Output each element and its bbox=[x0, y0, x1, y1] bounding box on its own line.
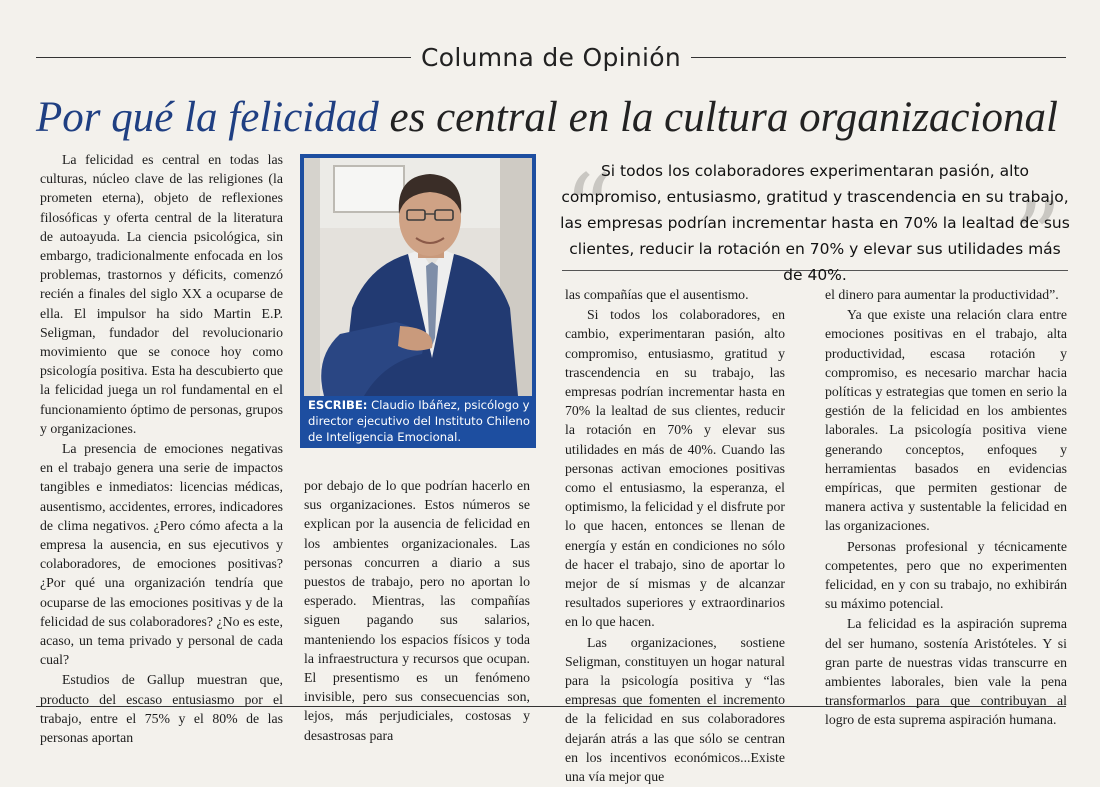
paragraph: Personas profesional y técnicamente competentes, pero que no experimenten felicidad, en y con su trabajo, no exhibirán su máximo potencial. bbox=[825, 538, 1067, 612]
section-header bbox=[36, 40, 1066, 74]
headline-rest: es central en la cultura organizacional bbox=[389, 94, 1058, 141]
paragraph: Si todos los colaboradores, en cambio, experimentaran pasión, alto compromiso, entusiasmo, gratitud y trascendencia en su trabajo, las empresas podrían incrementar hasta en 70% la lealtad de sus clientes, reducir la rotación en 70% y elevar sus utilidades en más de 40%. Cuando las personas activan emociones positivas como el entusiasmo, la esperanza, el optimismo, la felicidad y el disfrute por lo que hacen, entonces se llenan de energía y están en condiciones no sólo de hacer el trabajo, sino de aportar lo mejor de sí mismas y de alcanzar resultados superiores y extraordinarios en lo que hacen. bbox=[565, 307, 785, 630]
open-quote-icon: “ bbox=[564, 154, 614, 266]
article-headline bbox=[36, 92, 1076, 144]
author-photo-box bbox=[300, 154, 536, 448]
section-label: Columna de Opinión bbox=[420, 42, 682, 72]
paragraph: La felicidad es central en todas las culturas, núcleo clave de las religiones (la prometen eterna), objeto de reflexiones filosóficas y oferta central de la literatura de autoayuda. La ciencia psicológica, sin embargo, tradicionalmente enfocada en los problemas, trastornos y déficits, comenzó recién a finales del siglo XX a ocuparse de ella. El impulsor ha sido Martin E.P. Seligman, fundador del revolucionario movimiento que se conoce hoy como psicología positiva. Esta ha descubierto que la felicidad juega un rol fundamental en el funcionamiento óptimo de personas, grupos y organizaciones. bbox=[40, 152, 283, 436]
headline-accent: Por qué la felicidad bbox=[36, 94, 379, 141]
article-column-3 bbox=[565, 285, 785, 787]
paragraph: Las organizaciones, sostiene Seligman, constituyen un hogar natural para la psicología positiva y “las empresas que fomenten el incremento de la felicidad en sus colaboradores dejarán atrás a las que sólo se centran en los incentivos económicos...Existe una vía mejor que bbox=[565, 634, 785, 785]
bottom-rule bbox=[36, 706, 1066, 707]
paragraph: La presencia de emociones negativas en el trabajo genera una serie de impactos tangibles e inmediatos: licencias médicas, ausentismo, accidentes, errores, indicadores de clima negativos. ¿Pero cómo afecta a la empresa la ausencia, en sus ejecutivos y colaboradores, de emociones positivas? ¿Por qué una organización tendría que ocuparse de las emociones positivas y de la felicidad de sus colaboradores? ¿No es este, acaso, un tema privado y personal de cada cual? bbox=[40, 441, 283, 668]
header-rule-right bbox=[691, 57, 1066, 58]
author-photo bbox=[304, 158, 532, 396]
close-quote-icon: ” bbox=[1012, 182, 1062, 294]
pull-quote bbox=[560, 154, 1070, 294]
caption-label: ESCRIBE: bbox=[308, 398, 368, 412]
header-rule-left bbox=[36, 57, 411, 58]
paragraph: el dinero para aumentar la productividad”. bbox=[825, 287, 1059, 302]
paragraph: Estudios de Gallup muestran que, producto del escaso entusiasmo por el trabajo, entre el 75% y el 80% de las personas aportan bbox=[40, 672, 283, 746]
paragraph: las compañías que el ausentismo. bbox=[565, 287, 749, 302]
caption-text: Claudio Ibáñez, psicólogo y director ejecutivo del Instituto Chileno de Inteligencia Emocional. bbox=[308, 398, 530, 444]
article-column-4 bbox=[825, 285, 1067, 731]
photo-caption bbox=[308, 397, 530, 445]
pull-quote-text: Si todos los colaboradores experimentaran pasión, alto compromiso, entusiasmo, gratitud y trascendencia en su trabajo, las empresas podrían incrementar hasta en 70% la lealtad de sus clientes, reducir la rotación en 70% y elevar sus utilidades más de 40%. bbox=[560, 162, 1070, 284]
paragraph: La felicidad es la aspiración suprema del ser humano, sostenía Aristóteles. Y si gran parte de nuestras vidas transcurre en ambientes laborales, bien vale la pena transformarlos para que contribuyan al logro de esta suprema aspiración humana. bbox=[825, 616, 1067, 728]
article-column-1 bbox=[40, 150, 283, 748]
paragraph: Ya que existe una relación clara entre emociones positivas en el trabajo, alta productividad, escasa rotación y compromiso, es necesario marchar hacia políticas y estrategias que tomen en serio la gestión de la felicidad en los ambientes laborales. La psicología positiva viene generando conceptos, enfoques y herramientas basados en evidencias empíricas, que permiten gestionar de manera activa y sustentable la felicidad en las organizaciones. bbox=[825, 307, 1067, 534]
paragraph: por debajo de lo que podrían hacerlo en sus organizaciones. Estos números se explican por la ausencia de felicidad en los ambientes organizacionales. Las personas concurren a diario a sus puestos de trabajo, pero no aportan lo esperado. Mientras, las compañías siguen pagando sus salarios, manteniendo los espacios físicos y toda la infraestructura y recursos que ocupan. El presentismo es un fenómeno invisible, pero sus consecuencias son, lejos, más perjudiciales, costosas y desastrosas para bbox=[304, 478, 530, 743]
